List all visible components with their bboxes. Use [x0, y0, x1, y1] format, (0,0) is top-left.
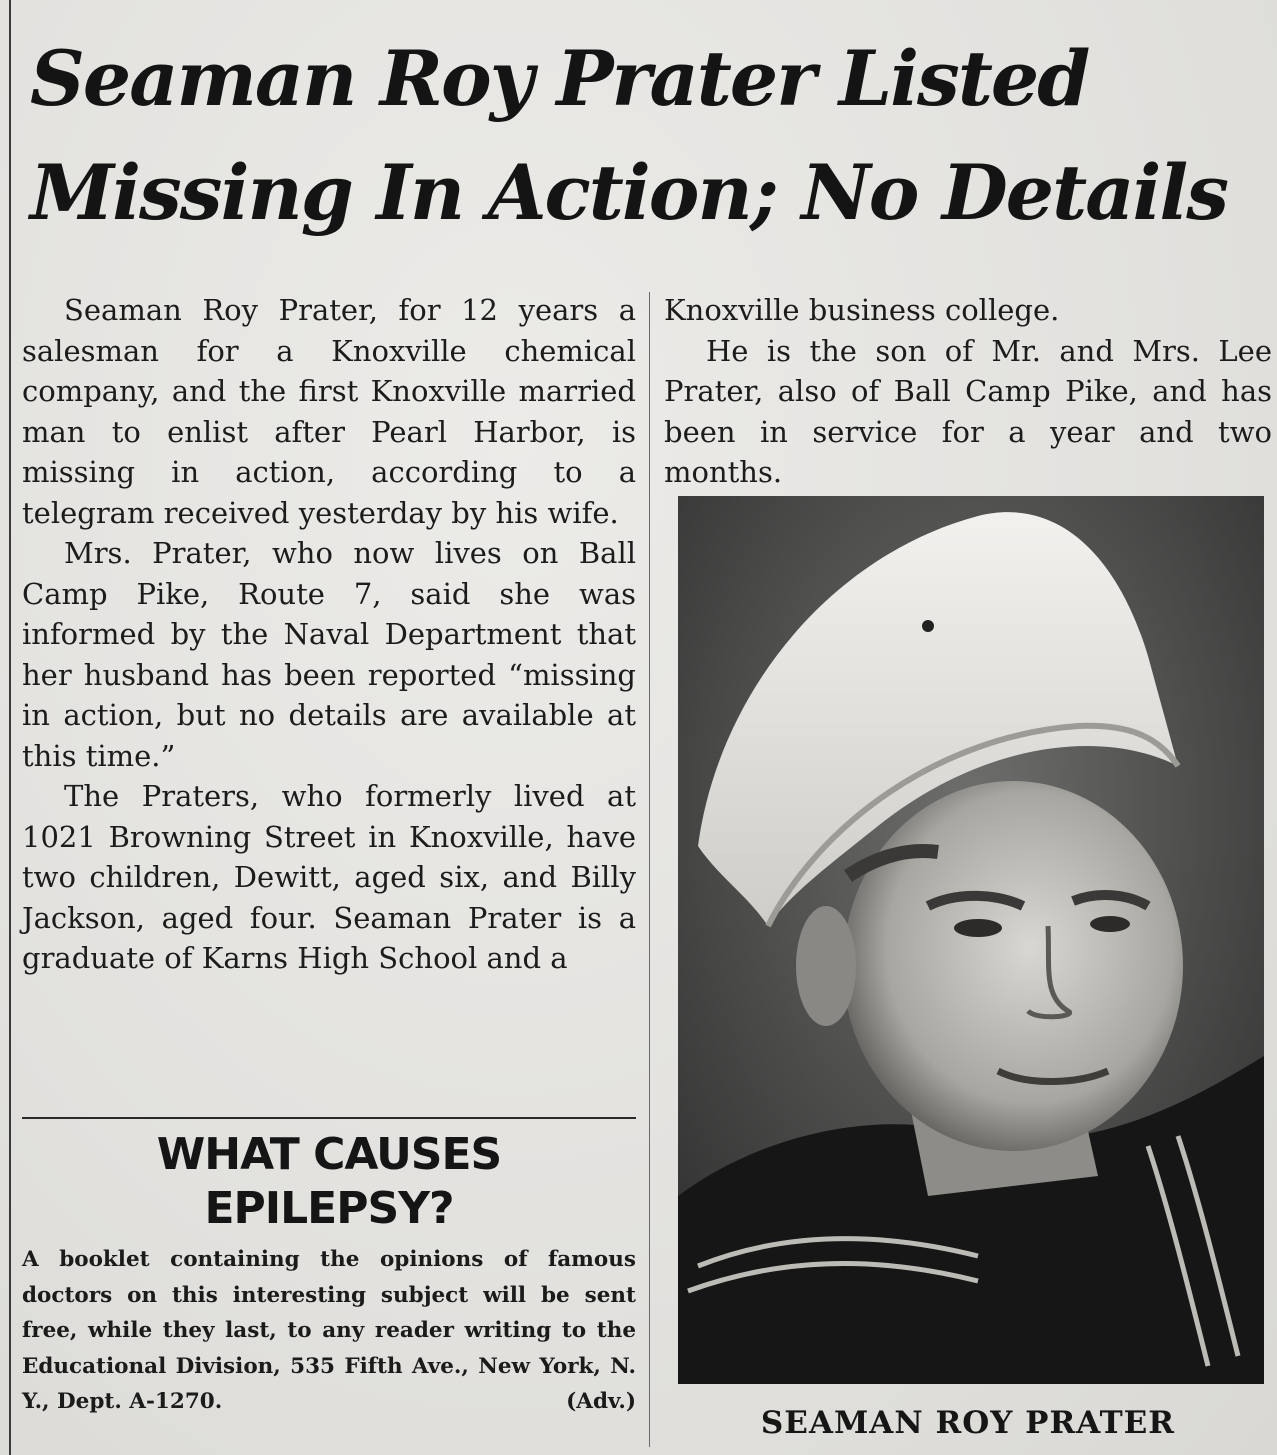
portrait-illustration — [678, 496, 1264, 1384]
ad-tag: (Adv.) — [566, 1389, 636, 1414]
ad-separator-rule — [22, 1117, 636, 1119]
column-divider — [649, 292, 650, 1447]
column-rule — [9, 0, 11, 1455]
article-paragraph: Seaman Roy Prater, for 12 years a salesman for a Knoxville chemical company, and the first Knoxville married man to enlist after Pearl Harbor, is missing in action, according to a telegram received yesterday by his wife. — [22, 293, 636, 530]
headline-line-2: Missing In Action; No Details — [30, 148, 1228, 237]
portrait-photo — [678, 496, 1264, 1384]
ad-body — [22, 1242, 636, 1420]
article-column-right — [664, 290, 1272, 493]
article-paragraph: He is the son of Mr. and Mrs. Lee Prater, also of Ball Camp Pike, and has been in service for a year and two months. — [664, 333, 1272, 489]
advertisement — [22, 1128, 636, 1420]
photo-caption: SEAMAN ROY PRATER — [760, 1405, 1176, 1441]
ad-title — [22, 1128, 636, 1236]
ad-title-line-2: EPILEPSY? — [204, 1183, 454, 1234]
article-continuation: Knoxville business college. — [664, 293, 1060, 327]
ad-body-text: A booklet containing the opinions of famous doctors on this interesting subject will be sent free, while they last, to any reader writing to the Educational Division, 535 Fifth Ave., New York, N. Y., Dept. A-1270. — [22, 1247, 636, 1414]
headline — [30, 22, 1270, 250]
article-column-left — [22, 290, 636, 979]
ad-title-line-1: WHAT CAUSES — [156, 1129, 502, 1180]
headline-line-1: Seaman Roy Prater Listed — [30, 34, 1089, 123]
article-paragraph: Mrs. Prater, who now lives on Ball Camp Pike, Route 7, said she was informed by the Naval Department that her husband has been reported “missing in action, but no details are available at this time.” — [22, 536, 636, 773]
article-paragraph: The Praters, who formerly lived at 1021 Browning Street in Knoxville, have two children, Dewitt, aged six, and Billy Jackson, aged four. Seaman Prater is a graduate of Karns High School and a — [22, 779, 636, 975]
